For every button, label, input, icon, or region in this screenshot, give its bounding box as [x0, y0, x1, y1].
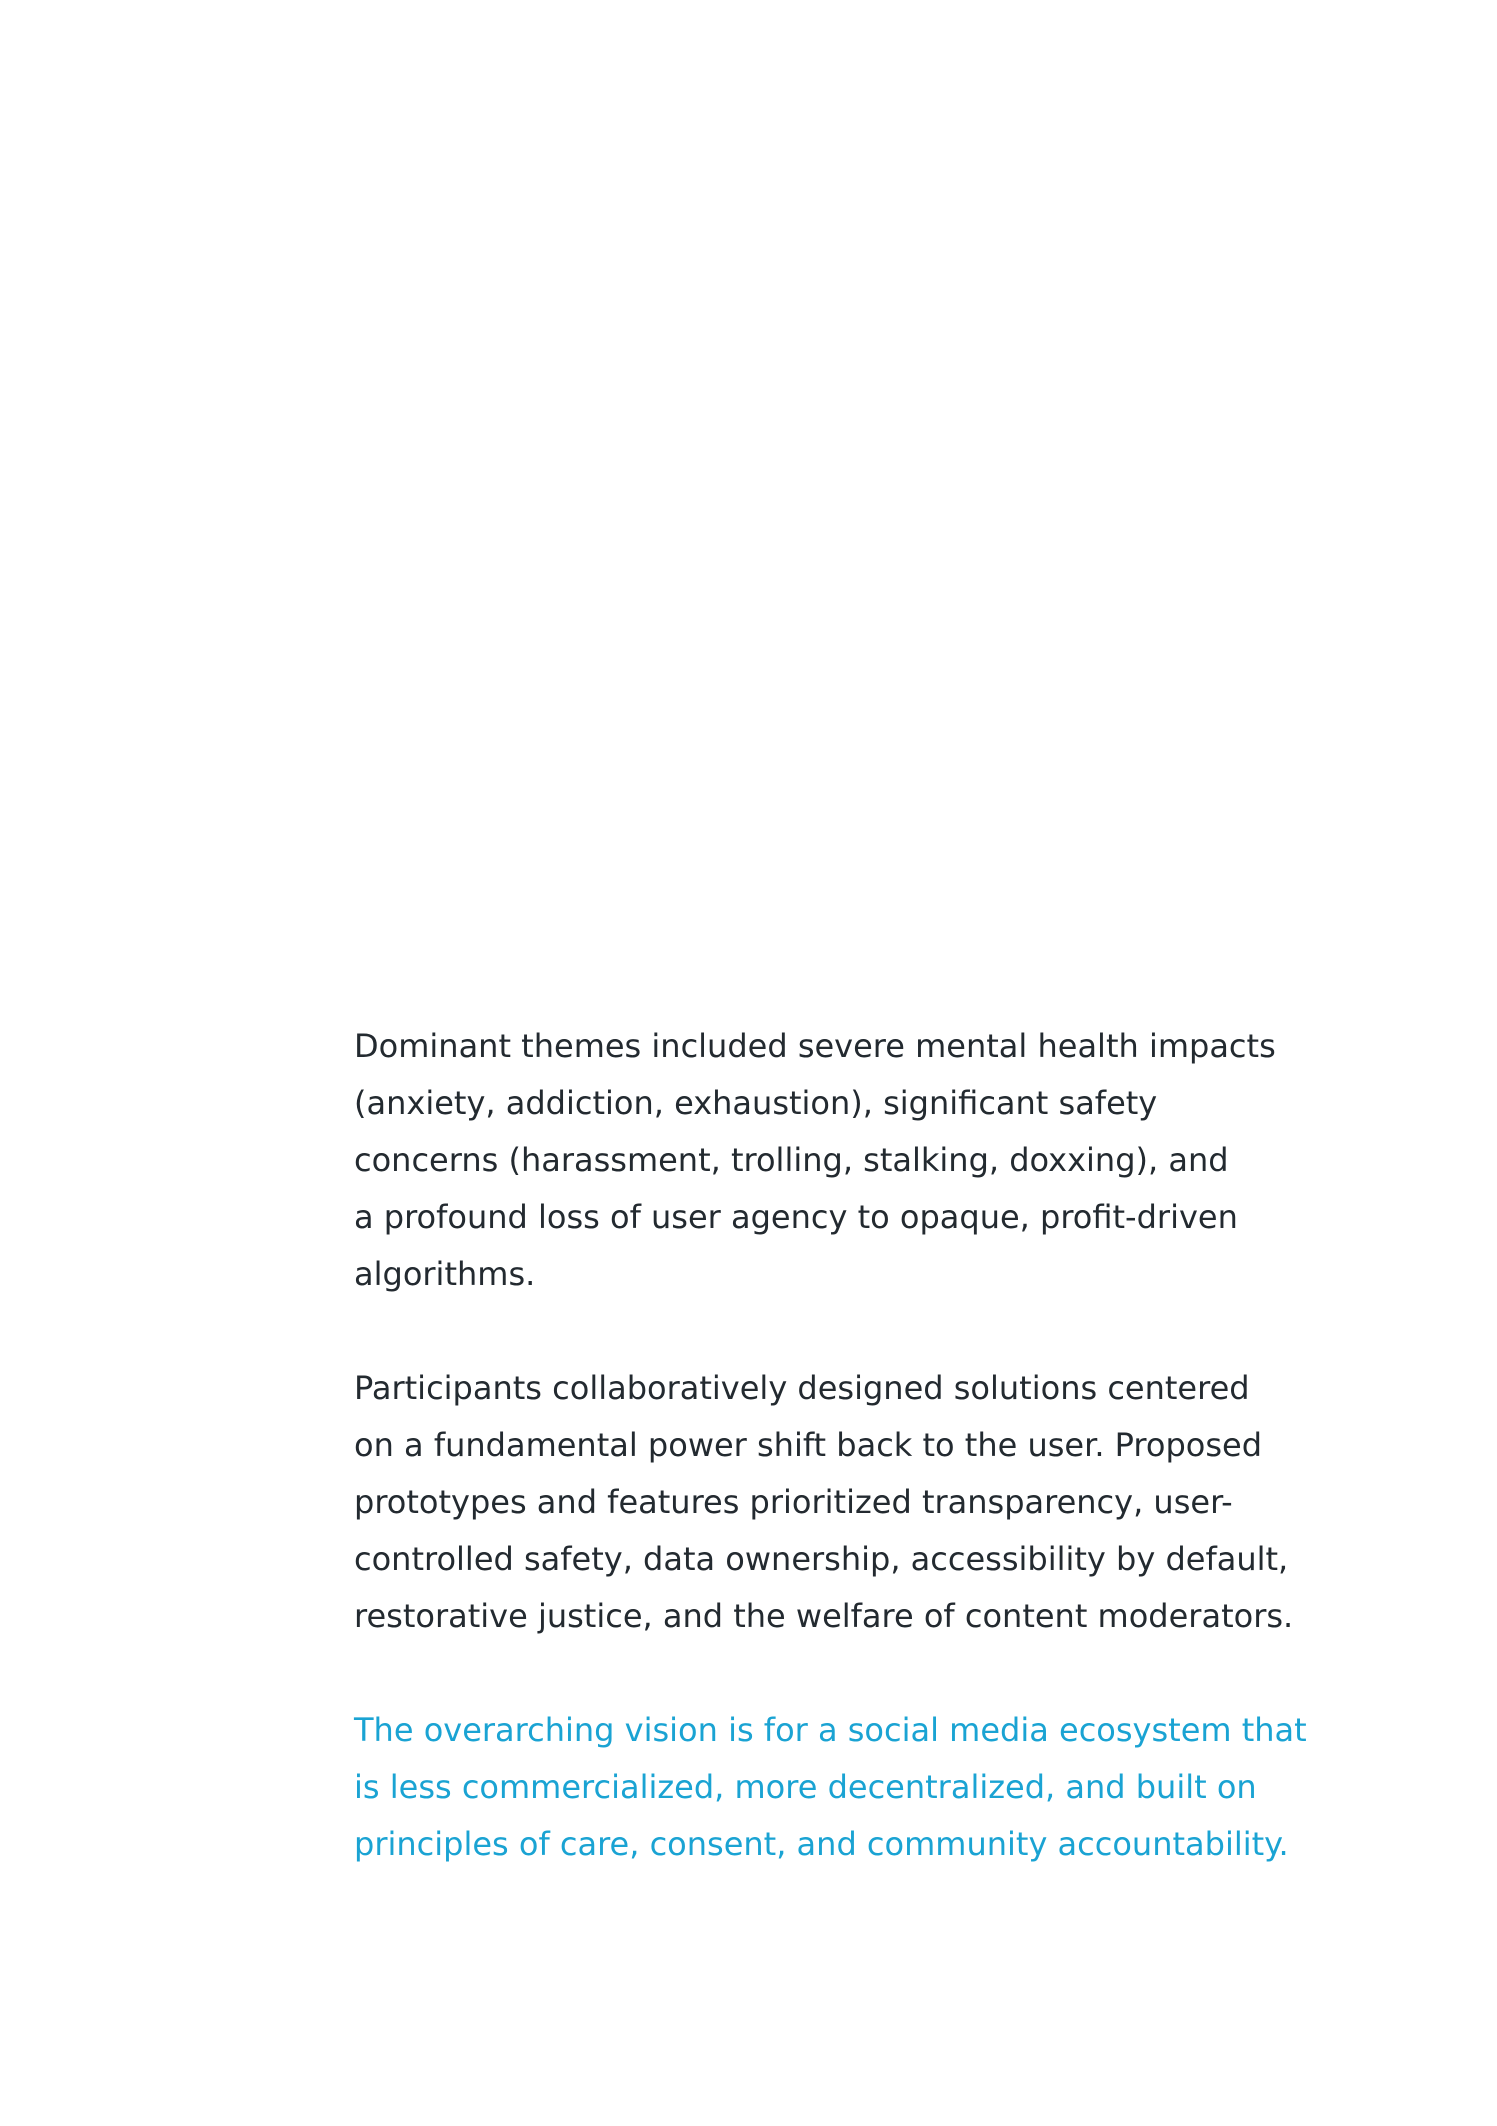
text-line: concerns (harassment, trolling, stalking, doxxing), and [354, 1141, 1229, 1179]
text-line: on a fundamental power shift back to the user. Proposed [354, 1426, 1262, 1464]
paragraph-themes [354, 1018, 1276, 1303]
text-line: (anxiety, addiction, exhaustion), significant safety [354, 1084, 1158, 1122]
paragraph-solutions [354, 1360, 1294, 1645]
text-line: Participants collaboratively designed solutions centered [354, 1369, 1250, 1407]
text-line: restorative justice, and the welfare of content moderators. [354, 1597, 1294, 1635]
text-line: a profound loss of user agency to opaque, profit-driven [354, 1198, 1238, 1236]
text-line: principles of care, consent, and community accountability. [354, 1825, 1289, 1863]
text-line: is less commercialized, more decentralized, and built on [354, 1768, 1257, 1806]
text-line: The overarching vision is for a social media ecosystem that [354, 1711, 1307, 1749]
text-line: prototypes and features prioritized transparency, user- [354, 1483, 1233, 1521]
text-line: controlled safety, data ownership, accessibility by default, [354, 1540, 1289, 1578]
text-line: Dominant themes included severe mental health impacts [354, 1027, 1276, 1065]
text-line: algorithms. [354, 1255, 536, 1293]
paragraph-vision-highlight [354, 1702, 1307, 1873]
body-text-block [354, 1018, 1307, 1873]
